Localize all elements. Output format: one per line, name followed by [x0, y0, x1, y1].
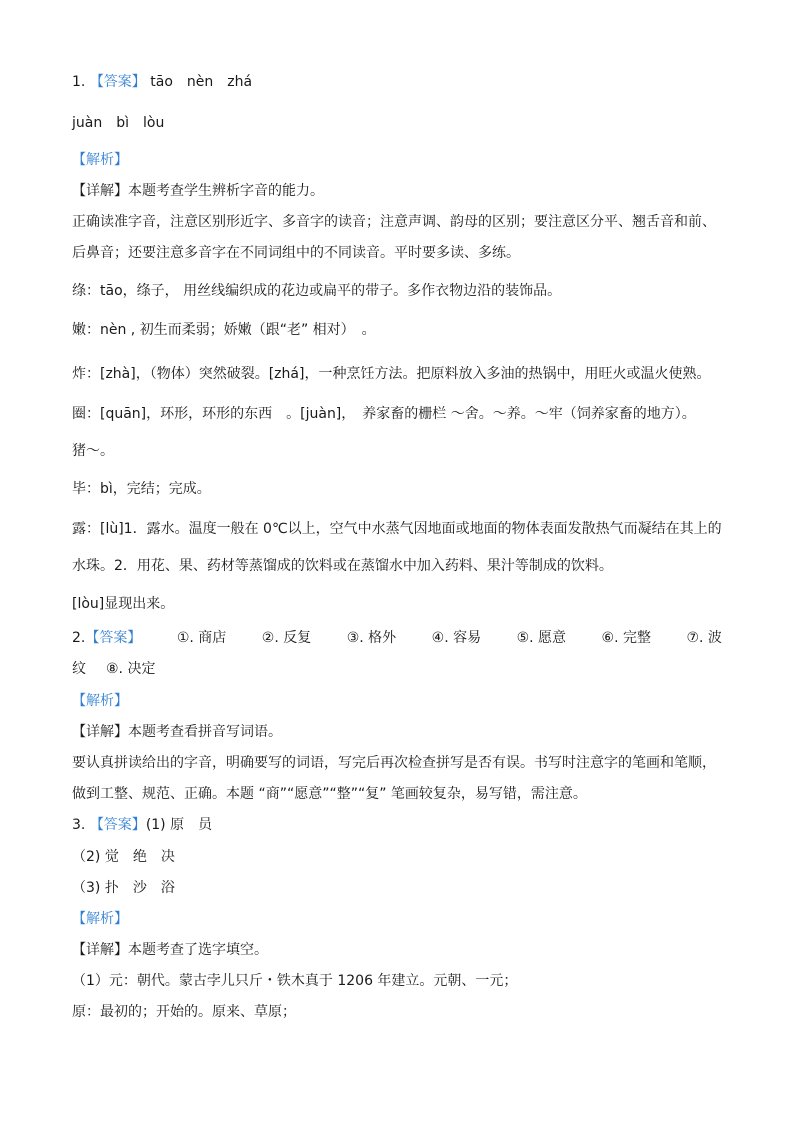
q1-answer-text-1: tāo nèn zhá: [150, 74, 253, 90]
q2-option: ⑦. 波: [686, 630, 722, 646]
q1-paragraph: 圈：[quān]，环形，环形的东西 。[juàn]， 养家畜的栅栏 ～舍。～养。～牢（饲养家畜的地方）。: [72, 406, 696, 422]
q1-answer-line: [72, 72, 252, 92]
q1-paragraph: 猪～。: [72, 443, 114, 459]
q1-number: 1.: [72, 74, 86, 90]
q2-number: 2.: [72, 630, 86, 646]
q3-detail-tag: 【详解】: [72, 942, 128, 958]
q3-paragraph: （1）元：朝代。蒙古孛儿只斤・铁木真于 1206 年建立。元朝、一元；: [72, 973, 518, 989]
q1-paragraph: 露：[lù]1．露水。温度一般在 0℃以上，空气中水蒸气因地面或地面的物体表面发散热气而凝结在其上的: [72, 521, 722, 537]
q1-paragraph: 毕：bì，完结；完成。: [72, 481, 211, 497]
q1-paragraph: 炸：[zhà]，（物体）突然破裂。[zhá]，一种烹饪方法。把原料放入多油的热锅中，用旺火或温火使熟。: [72, 366, 711, 382]
q1-analysis-tag: 【解析】: [72, 152, 128, 168]
q3-analysis-tag: 【解析】: [72, 911, 128, 927]
q3-paragraph: 原：最初的；开始的。原来、草原；: [72, 1004, 296, 1020]
q3-detail-line: [72, 940, 268, 960]
q1-paragraph: 嫩：nèn , 初生而柔弱；娇嫩（跟“老” 相对） 。: [72, 322, 376, 338]
q3-answer-1: (1) 原 员: [145, 817, 213, 833]
q1-detail-tag: 【详解】: [72, 183, 128, 199]
q2-answer-line-2: [72, 659, 155, 679]
q2-answer-line: [72, 628, 722, 648]
q2-paragraph: 要认真拼读给出的字音，明确要写的词语，写完后再次检查拼写是否有误。书写时注意字的笔画和笔顺，: [72, 755, 716, 771]
q2-option: ①. 商店: [176, 630, 227, 646]
q1-paragraph: [lòu]显现出来。: [72, 596, 175, 612]
q2-option: ⑧. 决定: [106, 661, 156, 677]
q2-option: ③. 格外: [346, 630, 397, 646]
q2-detail-tag: 【详解】: [72, 724, 128, 740]
q3-answer-tag: 【答案】: [89, 817, 146, 833]
q3-number: 3.: [72, 817, 86, 833]
q3-answer-3: （3) 扑 沙 浴: [72, 880, 175, 896]
q1-answer-tag: 【答案】: [89, 74, 146, 90]
q1-answer-line-2: juàn bì lòu: [72, 115, 165, 131]
q3-answer-2: （2) 觉 绝 决: [72, 849, 175, 865]
q1-paragraph: 正确读准字音，注意区别形近字、多音字的读音；注意声调、韵母的区别；要注意区分平、翘舌音和前、: [72, 214, 716, 230]
q1-detail-line: [72, 181, 324, 201]
q3-answer-line: [72, 815, 212, 835]
q3-detail-text: 本题考查了选字填空。: [128, 942, 268, 958]
q2-answer-tag: 【答案】: [85, 630, 142, 646]
q1-paragraph: 后鼻音；还要注意多音字在不同词组中的不同读音。平时要多读、多练。: [72, 245, 520, 261]
q2-option: ②. 反复: [261, 630, 312, 646]
q2-option-cont: 纹: [72, 661, 86, 677]
q1-paragraph: 绦：tāo，绦子， 用丝线编织成的花边或扁平的带子。多作衣物边沿的装饰品。: [72, 283, 562, 299]
q1-detail-text: 本题考查学生辨析字音的能力。: [128, 183, 324, 199]
q2-analysis-tag: 【解析】: [72, 693, 128, 709]
q2-option: ④. 容易: [431, 630, 482, 646]
q2-option: ⑤. 愿意: [516, 630, 567, 646]
q2-paragraph: 做到工整、规范、正确。本题 “商”“愿意”“整”“复” 笔画较复杂，易写错，需注意。: [72, 786, 587, 802]
q2-detail-text: 本题考查看拼音写词语。: [128, 724, 282, 740]
q1-paragraph: 水珠。2．用花、果、药材等蒸馏成的饮料或在蒸馏水中加入药料、果汁等制成的饮料。: [72, 558, 613, 574]
q2-option: ⑥. 完整: [601, 630, 651, 646]
q2-detail-line: [72, 722, 282, 742]
